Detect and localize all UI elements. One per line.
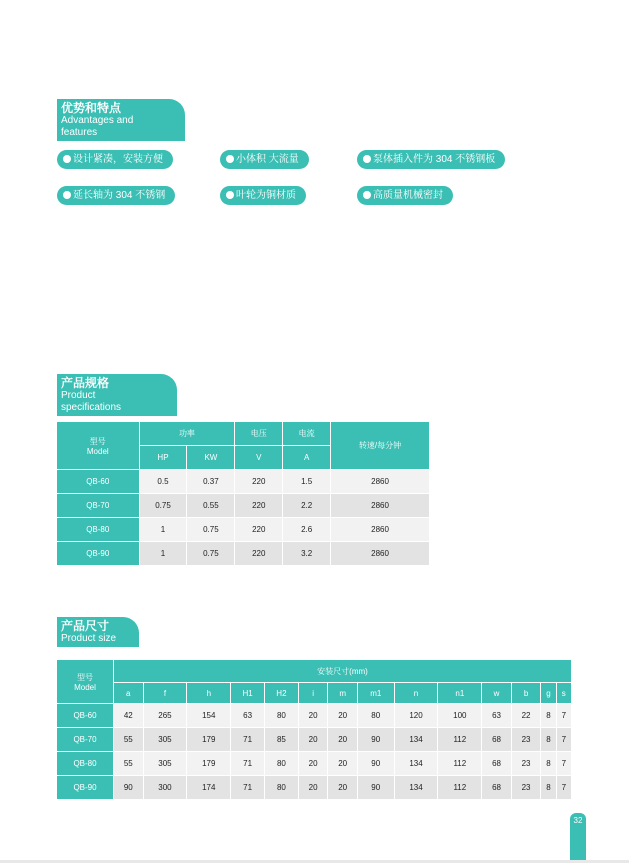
col-header: n1: [438, 683, 481, 703]
model-header: 型号 Model: [57, 660, 113, 703]
speed-header: 转速/每分钟: [331, 422, 429, 469]
bullet-icon: [363, 155, 371, 163]
table-row: QB-60 42 265 154 63 80 20 20 80 120 100 63 22 8 7: [57, 704, 571, 727]
feature-pill: 延长轴为 304 不锈钢: [57, 186, 175, 205]
col-header: m1: [358, 683, 394, 703]
col-header: H1: [231, 683, 264, 703]
current-header: 电流: [283, 422, 330, 445]
size-title-en: Product size: [61, 633, 117, 644]
specs-title-en: Product specifications: [61, 390, 122, 413]
page-number: 32: [570, 813, 586, 863]
table-row: QB-60 0.5 0.37 220 1.5 2860: [57, 470, 429, 493]
specs-title-zh: 产品规格: [61, 376, 110, 390]
install-size-header: 安装尺寸(mm): [114, 660, 571, 682]
voltage-header: 电压: [235, 422, 282, 445]
col-header: s: [557, 683, 571, 703]
advantages-title-en: Advantages and features: [61, 115, 134, 138]
size-title-zh: 产品尺寸: [61, 619, 110, 633]
v-header: V: [235, 446, 282, 469]
bullet-icon: [363, 191, 371, 199]
feature-pill: 高质量机械密封: [357, 186, 453, 205]
col-header: b: [512, 683, 541, 703]
col-header: m: [328, 683, 357, 703]
col-header: w: [482, 683, 511, 703]
specs-table: [56, 421, 430, 566]
feature-pill: 设计紧凑，安装方便: [57, 150, 173, 169]
specs-heading: [57, 374, 177, 416]
feature-pill: 叶轮为铜材质: [220, 186, 306, 205]
bullet-icon: [226, 191, 234, 199]
bullet-icon: [226, 155, 234, 163]
hp-header: HP: [140, 446, 187, 469]
feature-pill: 小体积 大流量: [220, 150, 309, 169]
advantages-heading: [57, 99, 185, 141]
a-header: A: [283, 446, 330, 469]
size-heading: [57, 617, 139, 647]
table-row: QB-90 1 0.75 220 3.2 2860: [57, 542, 429, 565]
col-header: f: [144, 683, 187, 703]
model-header: 型号 Model: [57, 422, 139, 469]
feature-pill: 泵体插入件为 304 不锈钢板: [357, 150, 505, 169]
table-row: QB-70 55 305 179 71 85 20 20 90 134 112 68 23 8 7: [57, 728, 571, 751]
table-row: QB-90 90 300 174 71 80 20 20 90 134 112 68 23 8 7: [57, 776, 571, 799]
table-row: QB-80 1 0.75 220 2.6 2860: [57, 518, 429, 541]
col-header: h: [187, 683, 230, 703]
col-header: a: [114, 683, 143, 703]
table-row: QB-70 0.75 0.55 220 2.2 2860: [57, 494, 429, 517]
size-table: [56, 659, 572, 800]
advantages-title-zh: 优势和特点: [61, 101, 122, 115]
bullet-icon: [63, 155, 71, 163]
table-row: QB-80 55 305 179 71 80 20 20 90 134 112 68 23 8 7: [57, 752, 571, 775]
power-header: 功率: [140, 422, 235, 445]
bullet-icon: [63, 191, 71, 199]
col-header: n: [395, 683, 438, 703]
col-header: H2: [265, 683, 298, 703]
col-header: i: [299, 683, 328, 703]
kw-header: KW: [187, 446, 234, 469]
col-header: g: [541, 683, 555, 703]
